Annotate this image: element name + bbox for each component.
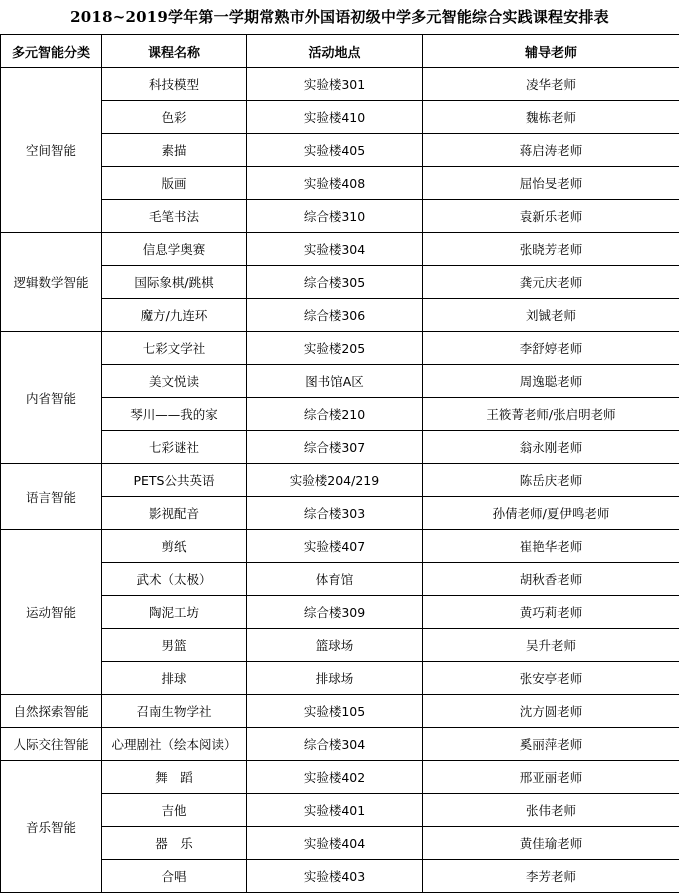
table-row [1, 332, 679, 365]
header-teacher: 辅导老师 [423, 35, 679, 68]
teacher-cell: 李舒婷老师 [423, 332, 679, 365]
teacher-cell: 蒋启涛老师 [423, 134, 679, 167]
location-cell: 综合楼210 [247, 398, 423, 431]
table-row [1, 431, 679, 464]
teacher-cell: 张伟老师 [423, 794, 679, 827]
teacher-cell: 刘铖老师 [423, 299, 679, 332]
course-cell: 心理剧社（绘本阅读） [102, 728, 247, 761]
location-cell: 实验楼402 [247, 761, 423, 794]
location-cell: 实验楼408 [247, 167, 423, 200]
table-row [1, 695, 679, 728]
course-cell: 魔方/九连环 [102, 299, 247, 332]
teacher-cell: 翁永刚老师 [423, 431, 679, 464]
table-row [1, 167, 679, 200]
location-cell: 体育馆 [247, 563, 423, 596]
category-cell: 空间智能 [1, 68, 102, 233]
header-location: 活动地点 [247, 35, 423, 68]
location-cell: 实验楼205 [247, 332, 423, 365]
teacher-cell: 张安亭老师 [423, 662, 679, 695]
table-row [1, 266, 679, 299]
location-cell: 图书馆A区 [247, 365, 423, 398]
table-row [1, 101, 679, 134]
course-schedule-table [0, 34, 679, 893]
location-cell: 实验楼304 [247, 233, 423, 266]
course-cell: 影视配音 [102, 497, 247, 530]
location-cell: 综合楼304 [247, 728, 423, 761]
location-cell: 实验楼301 [247, 68, 423, 101]
location-cell: 排球场 [247, 662, 423, 695]
teacher-cell: 屈怡旻老师 [423, 167, 679, 200]
course-cell: 科技模型 [102, 68, 247, 101]
location-cell: 实验楼105 [247, 695, 423, 728]
location-cell: 综合楼306 [247, 299, 423, 332]
table-row [1, 233, 679, 266]
table-row [1, 860, 679, 893]
location-cell: 综合楼303 [247, 497, 423, 530]
table-row [1, 299, 679, 332]
course-cell: 七彩谜社 [102, 431, 247, 464]
teacher-cell: 孙倩老师/夏伊鸣老师 [423, 497, 679, 530]
course-cell: 色彩 [102, 101, 247, 134]
course-cell: PETS公共英语 [102, 464, 247, 497]
teacher-cell: 周逸聪老师 [423, 365, 679, 398]
table-row [1, 728, 679, 761]
course-cell: 陶泥工坊 [102, 596, 247, 629]
course-cell: 毛笔书法 [102, 200, 247, 233]
teacher-cell: 凌华老师 [423, 68, 679, 101]
table-body [1, 68, 679, 893]
course-cell: 版画 [102, 167, 247, 200]
teacher-cell: 邢亚丽老师 [423, 761, 679, 794]
header-category: 多元智能分类 [1, 35, 102, 68]
table-row [1, 761, 679, 794]
teacher-cell: 黄佳瑜老师 [423, 827, 679, 860]
location-cell: 综合楼309 [247, 596, 423, 629]
location-cell: 实验楼410 [247, 101, 423, 134]
teacher-cell: 吴升老师 [423, 629, 679, 662]
course-cell: 吉他 [102, 794, 247, 827]
table-row [1, 662, 679, 695]
location-cell: 实验楼401 [247, 794, 423, 827]
course-cell: 合唱 [102, 860, 247, 893]
location-cell: 实验楼204/219 [247, 464, 423, 497]
teacher-cell: 魏栋老师 [423, 101, 679, 134]
teacher-cell: 袁新乐老师 [423, 200, 679, 233]
table-row [1, 464, 679, 497]
category-cell: 逻辑数学智能 [1, 233, 102, 332]
category-cell: 语言智能 [1, 464, 102, 530]
course-cell: 召南生物学社 [102, 695, 247, 728]
table-row [1, 497, 679, 530]
location-cell: 实验楼407 [247, 530, 423, 563]
course-cell: 七彩文学社 [102, 332, 247, 365]
teacher-cell: 奚丽萍老师 [423, 728, 679, 761]
course-cell: 素描 [102, 134, 247, 167]
teacher-cell: 李芳老师 [423, 860, 679, 893]
category-cell: 人际交往智能 [1, 728, 102, 761]
location-cell: 篮球场 [247, 629, 423, 662]
table-row [1, 794, 679, 827]
page-title: 2018~2019学年第一学期常熟市外国语初级中学多元智能综合实践课程安排表 [0, 0, 679, 34]
category-cell: 音乐智能 [1, 761, 102, 893]
teacher-cell: 崔艳华老师 [423, 530, 679, 563]
table-row [1, 827, 679, 860]
location-cell: 实验楼404 [247, 827, 423, 860]
table-row [1, 596, 679, 629]
category-cell: 运动智能 [1, 530, 102, 695]
teacher-cell: 沈方圆老师 [423, 695, 679, 728]
teacher-cell: 陈岳庆老师 [423, 464, 679, 497]
course-cell: 信息学奥赛 [102, 233, 247, 266]
location-cell: 实验楼403 [247, 860, 423, 893]
location-cell: 综合楼307 [247, 431, 423, 464]
table-row [1, 398, 679, 431]
category-cell: 自然探索智能 [1, 695, 102, 728]
table-row [1, 530, 679, 563]
table-row [1, 629, 679, 662]
header-row [1, 35, 679, 68]
table-row [1, 200, 679, 233]
teacher-cell: 龚元庆老师 [423, 266, 679, 299]
course-cell: 排球 [102, 662, 247, 695]
table-row [1, 134, 679, 167]
course-cell: 器 乐 [102, 827, 247, 860]
teacher-cell: 张晓芳老师 [423, 233, 679, 266]
header-course: 课程名称 [102, 35, 247, 68]
category-cell: 内省智能 [1, 332, 102, 464]
course-cell: 国际象棋/跳棋 [102, 266, 247, 299]
course-cell: 剪纸 [102, 530, 247, 563]
location-cell: 综合楼305 [247, 266, 423, 299]
location-cell: 实验楼405 [247, 134, 423, 167]
table-row [1, 563, 679, 596]
table-row [1, 68, 679, 101]
teacher-cell: 王筱菁老师/张启明老师 [423, 398, 679, 431]
course-cell: 舞 蹈 [102, 761, 247, 794]
location-cell: 综合楼310 [247, 200, 423, 233]
teacher-cell: 黄巧莉老师 [423, 596, 679, 629]
table-row [1, 365, 679, 398]
course-cell: 琴川——我的家 [102, 398, 247, 431]
teacher-cell: 胡秋香老师 [423, 563, 679, 596]
course-cell: 武术（太极） [102, 563, 247, 596]
course-cell: 美文悦读 [102, 365, 247, 398]
course-cell: 男篮 [102, 629, 247, 662]
